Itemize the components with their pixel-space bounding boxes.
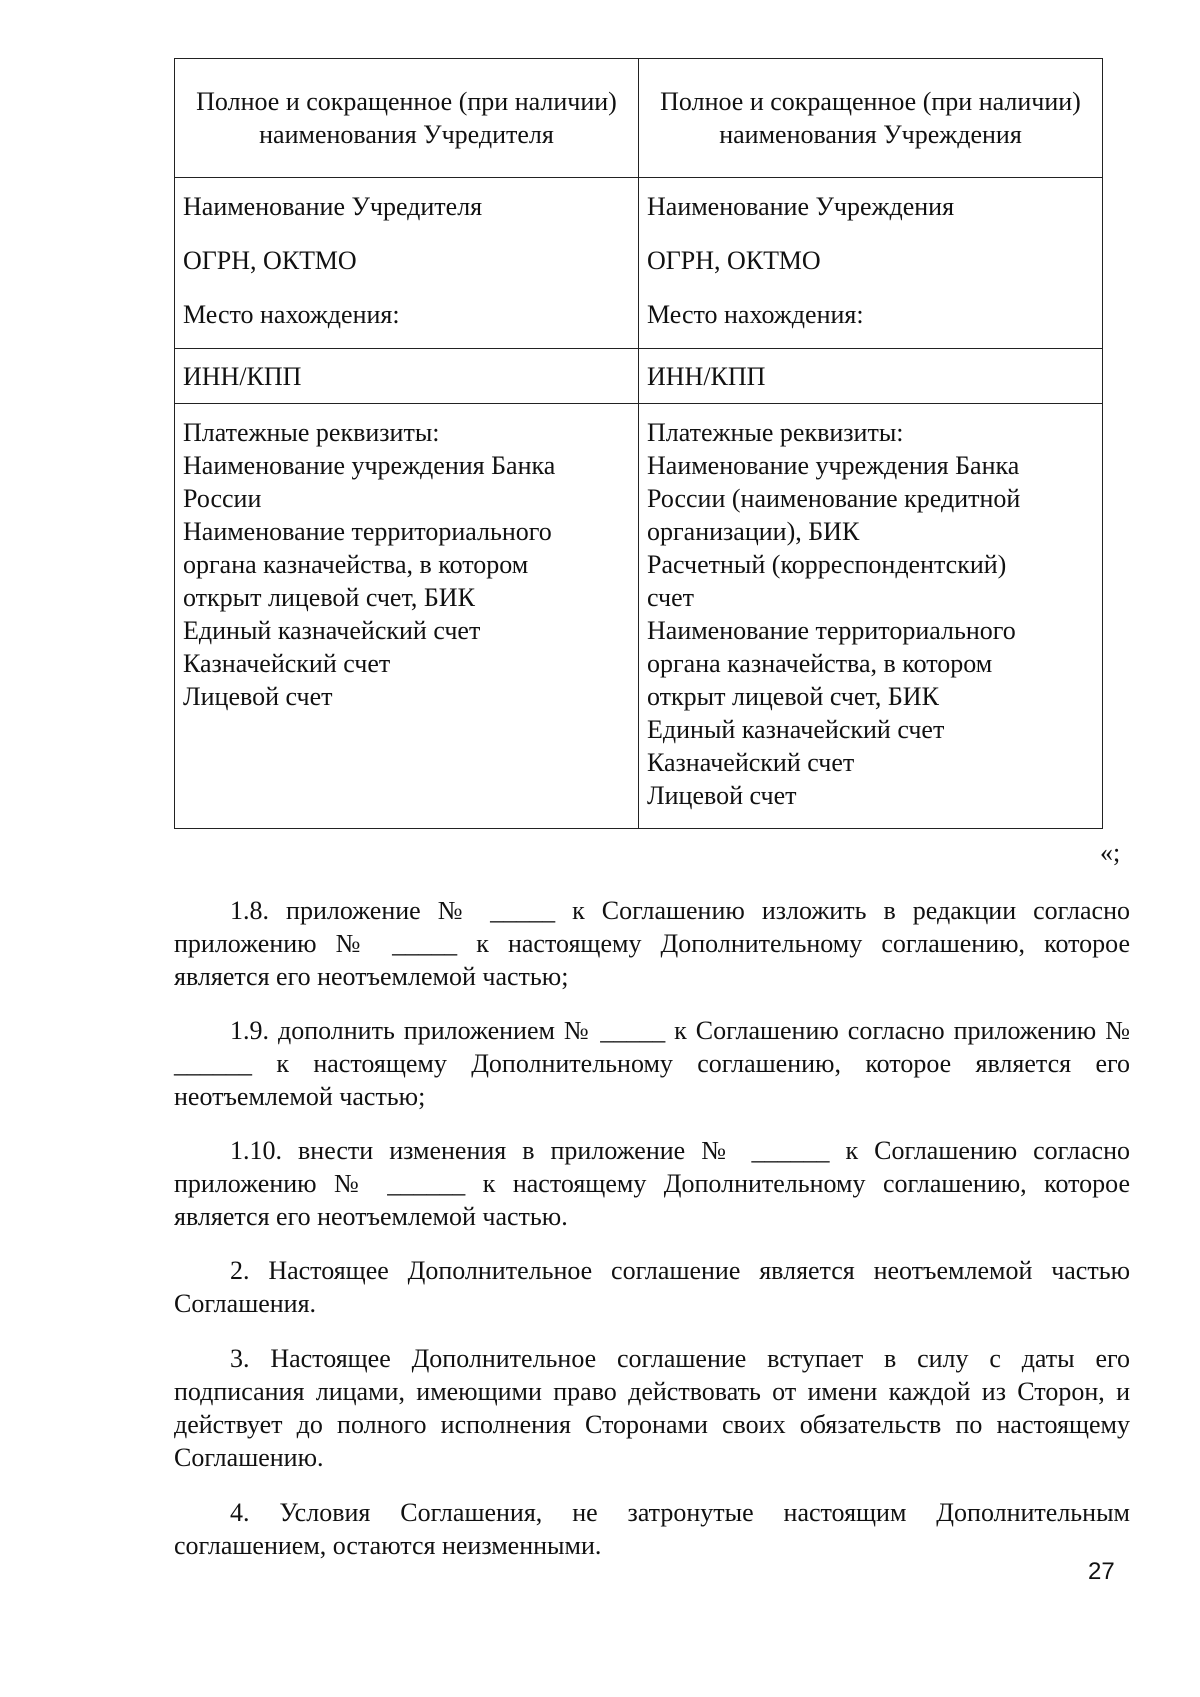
paragraph-1-9: 1.9. дополнить приложением № _____ к Соглашению согласно приложению № ______ к настоящему Дополнительному соглашению, которое является его неотъемлемой частью; xyxy=(174,1016,1130,1111)
institution-ogrn-label: ОГРН, ОКТМО xyxy=(647,246,821,275)
institution-identity-cell xyxy=(639,178,1103,349)
institution-location-label: Место нахождения: xyxy=(647,300,864,329)
institution-header-cell xyxy=(639,59,1103,178)
closing-quote-mark: «; xyxy=(1100,838,1121,867)
founder-location-label: Место нахождения: xyxy=(183,300,400,329)
founder-payment-cell xyxy=(175,404,639,829)
institution-payment-line: организации), БИК xyxy=(647,517,860,546)
institution-payment-line: Лицевой счет xyxy=(647,781,797,810)
paragraph-1-10: 1.10. внести изменения в приложение № ______ к Соглашению согласно приложению № ______ к настоящему Дополнительному соглашению, которое является его неотъемлемой частью. xyxy=(174,1136,1130,1231)
payment-row xyxy=(175,404,1103,829)
requisites-table xyxy=(174,58,1103,829)
page-number: 27 xyxy=(1088,1558,1115,1585)
institution-payment-cell xyxy=(639,404,1103,829)
institution-payment-line: Наименование территориального xyxy=(647,616,1016,645)
founder-inn-cell xyxy=(175,349,639,404)
founder-payment-line: Наименование территориального xyxy=(183,517,552,546)
institution-header-text: Полное и сокращенное (при наличии) наименования Учреждения xyxy=(660,87,1081,149)
founder-payment-line: России xyxy=(183,484,262,513)
institution-inn-cell xyxy=(639,349,1103,404)
founder-payment-line: Казначейский счет xyxy=(183,649,391,678)
institution-payment-line: счет xyxy=(647,583,694,612)
institution-payment-line: Казначейский счет xyxy=(647,748,855,777)
institution-payment-line: Наименование учреждения Банка xyxy=(647,451,1020,480)
founder-payment-line: Наименование учреждения Банка xyxy=(183,451,556,480)
founder-header-text: Полное и сокращенное (при наличии) наименования Учредителя xyxy=(196,87,617,149)
founder-identity-cell xyxy=(175,178,639,349)
institution-payment-line: органа казначейства, в котором xyxy=(647,649,993,678)
institution-payment-line: Платежные реквизиты: xyxy=(647,418,904,447)
paragraph-2: 2. Настоящее Дополнительное соглашение является неотъемлемой частью Соглашения. xyxy=(174,1256,1130,1318)
table-header-row xyxy=(175,59,1103,178)
founder-payment-line: Единый казначейский счет xyxy=(183,616,481,645)
founder-name-label: Наименование Учредителя xyxy=(183,192,483,221)
founder-payment-line: Платежные реквизиты: xyxy=(183,418,440,447)
institution-payment-line: открыт лицевой счет, БИК xyxy=(647,682,939,711)
founder-payment-line: Лицевой счет xyxy=(183,682,333,711)
founder-inn-label: ИНН/КПП xyxy=(183,361,302,391)
institution-payment-line: России (наименование кредитной xyxy=(647,484,1021,513)
paragraph-3: 3. Настоящее Дополнительное соглашение вступает в силу с даты его подписания лицами, имеющими право действовать от имени каждой из Сторон, и действует до полного исполнения Сторонами своих обязательств по настоящему Соглашению. xyxy=(174,1344,1130,1472)
founder-header-cell xyxy=(175,59,639,178)
founder-payment-line: открыт лицевой счет, БИК xyxy=(183,583,475,612)
institution-payment-line: Расчетный (корреспондентский) xyxy=(647,550,1007,579)
institution-name-label: Наименование Учреждения xyxy=(647,192,955,221)
institution-payment-line: Единый казначейский счет xyxy=(647,715,945,744)
paragraph-4: 4. Условия Соглашения, не затронутые настоящим Дополнительным соглашением, остаются неизменными. xyxy=(174,1498,1130,1560)
identity-row xyxy=(175,178,1103,349)
paragraph-1-8: 1.8. приложение № _____ к Соглашению изложить в редакции согласно приложению № _____ к настоящему Дополнительному соглашению, которое является его неотъемлемой частью; xyxy=(174,896,1130,991)
inn-row xyxy=(175,349,1103,404)
institution-inn-label: ИНН/КПП xyxy=(647,361,766,391)
founder-payment-line: органа казначейства, в котором xyxy=(183,550,529,579)
founder-ogrn-label: ОГРН, ОКТМО xyxy=(183,246,357,275)
